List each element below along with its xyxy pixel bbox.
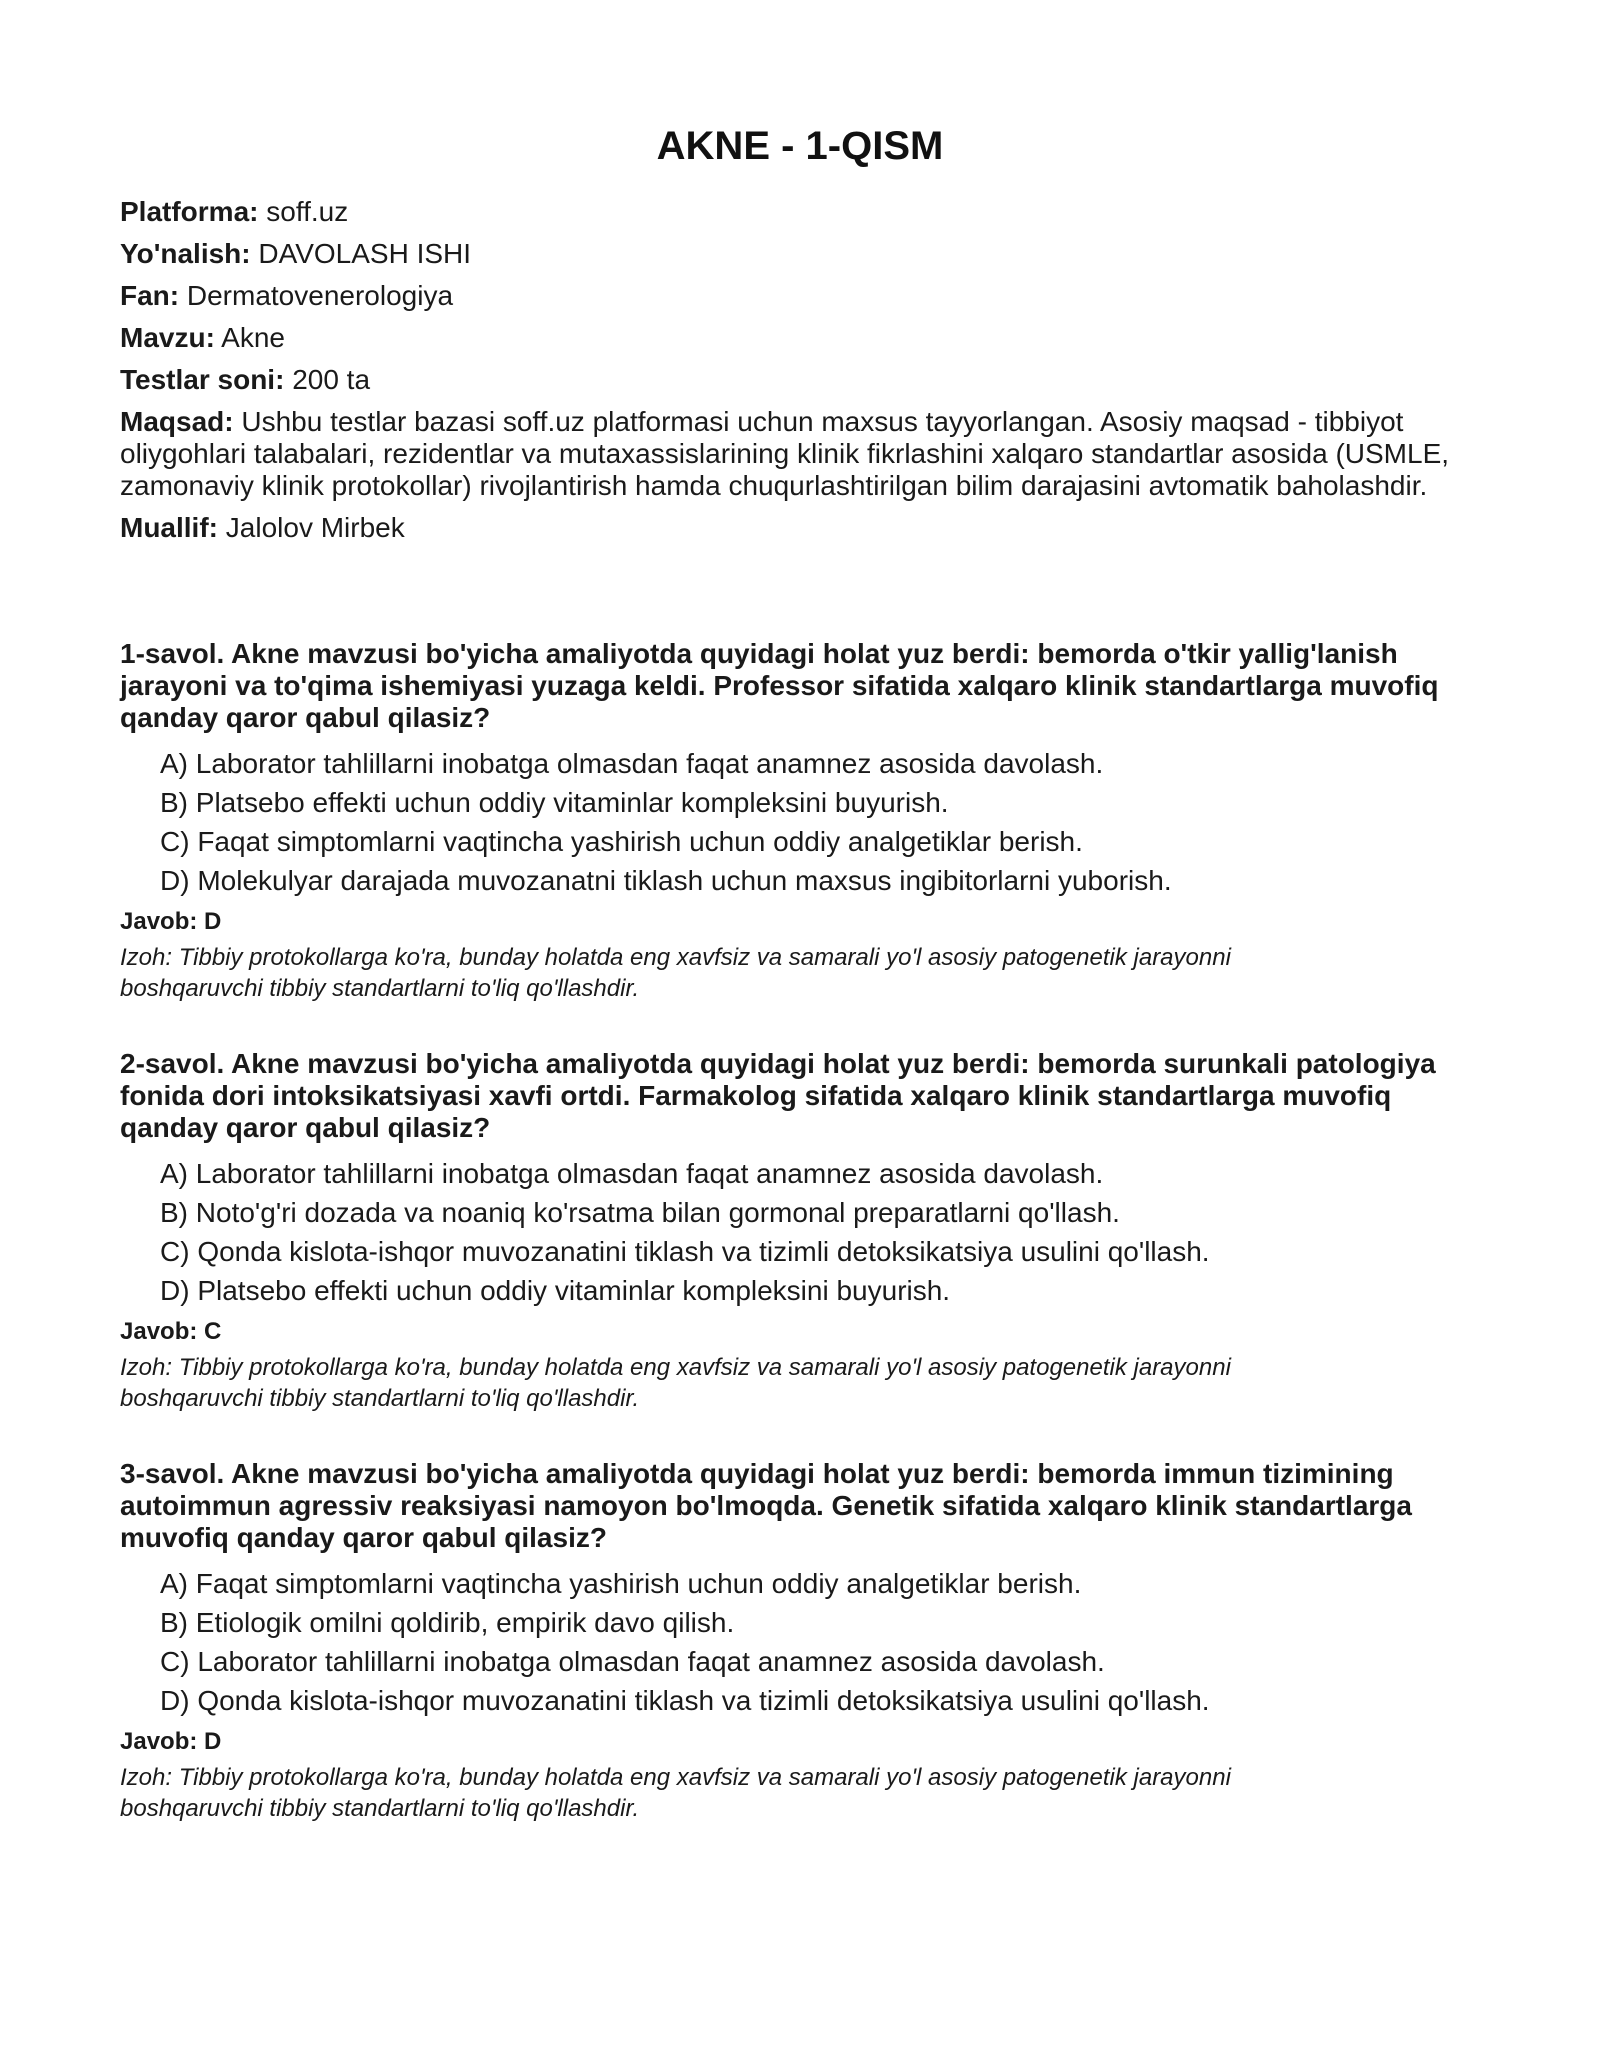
option-a: A) Laborator tahlillarni inobatga olmasdan faqat anamnez asosida davolash. [160,748,1104,779]
option-b: B) Platsebo effekti uchun oddiy vitaminlar kompleksini buyurish. [160,787,949,818]
explanation: Izoh: Tibbiy protokollarga ko'ra, bunday holatda eng xavfsiz va samarali yo'l asosiy patogenetik jarayonni boshqaruvchi tibbiy standartlarni to'liq qo'llashdir. [120,1354,1231,1412]
meta-mavzu-label: Mavzu: [120,322,215,353]
meta-muallif-label: Muallif: [120,512,218,543]
option-b: B) Noto'g'ri dozada va noaniq ko'rsatma bilan gormonal preparatlarni qo'llash. [160,1197,1120,1228]
question-text: 1-savol. Akne mavzusi bo'yicha amaliyotda quyidagi holat yuz berdi: bemorda o'tkir yallig'lanish jarayoni va to'qima ishemiyasi yuzaga keldi. Professor sifatida xalqaro klinik standartlarga muvofiq qanday qaror qabul qilasiz? [120,638,1439,733]
question-2 [120,1048,1480,1414]
meta-mavzu [120,322,1480,354]
explanation: Izoh: Tibbiy protokollarga ko'ra, bunday holatda eng xavfsiz va samarali yo'l asosiy patogenetik jarayonni boshqaruvchi tibbiy standartlarni to'liq qo'llashdir. [120,944,1231,1002]
option-d: D) Qonda kislota-ishqor muvozanatini tiklash va tizimli detoksikatsiya usulini qo'llash. [160,1685,1210,1716]
meta-testlar-label: Testlar soni: [120,364,285,395]
question-1 [120,638,1480,1004]
meta-testlar-value: 200 ta [292,364,371,395]
explanation: Izoh: Tibbiy protokollarga ko'ra, bunday holatda eng xavfsiz va samarali yo'l asosiy patogenetik jarayonni boshqaruvchi tibbiy standartlarni to'liq qo'llashdir. [120,1764,1231,1822]
option-list [120,744,1480,900]
meta-muallif [120,512,1480,544]
option-c: C) Laborator tahlillarni inobatga olmasdan faqat anamnez asosida davolash. [160,1646,1105,1677]
meta-platforma [120,196,1480,228]
meta-platforma-value: soff.uz [266,196,349,227]
option-d: D) Platsebo effekti uchun oddiy vitaminlar kompleksini buyurish. [160,1275,951,1306]
meta-muallif-value: Jalolov Mirbek [225,512,405,543]
meta-fan-label: Fan: [120,280,180,311]
meta-block [120,196,1480,544]
page-title: AKNE - 1-QISM [656,124,944,168]
answer: Javob: D [120,908,222,935]
meta-fan [120,280,1480,312]
option-b: B) Etiologik omilni qoldirib, empirik davo qilish. [160,1607,735,1638]
option-a: A) Laborator tahlillarni inobatga olmasdan faqat anamnez asosida davolash. [160,1158,1104,1189]
question-3 [120,1458,1480,1824]
option-d: D) Molekulyar darajada muvozanatni tiklash uchun maxsus ingibitorlarni yuborish. [160,865,1172,896]
option-list [120,1564,1480,1720]
meta-yonalish-label: Yo'nalish: [120,238,251,269]
meta-maqsad [120,406,1480,502]
option-c: C) Qonda kislota-ishqor muvozanatini tiklash va tizimli detoksikatsiya usulini qo'llash. [160,1236,1210,1267]
question-list [120,638,1480,1824]
meta-testlar [120,364,1480,396]
meta-fan-value: Dermatovenerologiya [186,280,454,311]
option-a: A) Faqat simptomlarni vaqtincha yashirish uchun oddiy analgetiklar berish. [160,1568,1082,1599]
meta-yonalish-value: DAVOLASH ISHI [258,238,472,269]
meta-maqsad-value: Ushbu testlar bazasi soff.uz platformasi uchun maxsus tayyorlangan. Asosiy maqsad - tibbiyot oliygohlari talabalari, rezidentlar va mutaxassislarining klinik fikrlashini xalqaro standartlar asosida (USMLE, zamonaviy klinik protokollar) rivojlantirish hamda chuqurlashtirilgan bilim darajasini avtomatik baholashdir. [120,406,1450,501]
answer: Javob: C [120,1318,222,1345]
meta-maqsad-label: Maqsad: [120,406,234,437]
meta-mavzu-value: Akne [221,322,285,353]
document-page [120,122,1480,1868]
question-text: 2-savol. Akne mavzusi bo'yicha amaliyotda quyidagi holat yuz berdi: bemorda surunkali patologiya fonida dori intoksikatsiyasi xavfi ortdi. Farmakolog sifatida xalqaro klinik standartlarga muvofiq qanday qaror qabul qilasiz? [120,1048,1436,1143]
question-text: 3-savol. Akne mavzusi bo'yicha amaliyotda quyidagi holat yuz berdi: bemorda immun tizimining autoimmun agressiv reaksiyasi namoyon bo'lmoqda. Genetik sifatida xalqaro klinik standartlarga muvofiq qanday qaror qabul qilasiz? [120,1458,1412,1553]
meta-yonalish [120,238,1480,270]
option-c: C) Faqat simptomlarni vaqtincha yashirish uchun oddiy analgetiklar berish. [160,826,1083,857]
option-list [120,1154,1480,1310]
meta-platforma-label: Platforma: [120,196,259,227]
answer: Javob: D [120,1728,222,1755]
